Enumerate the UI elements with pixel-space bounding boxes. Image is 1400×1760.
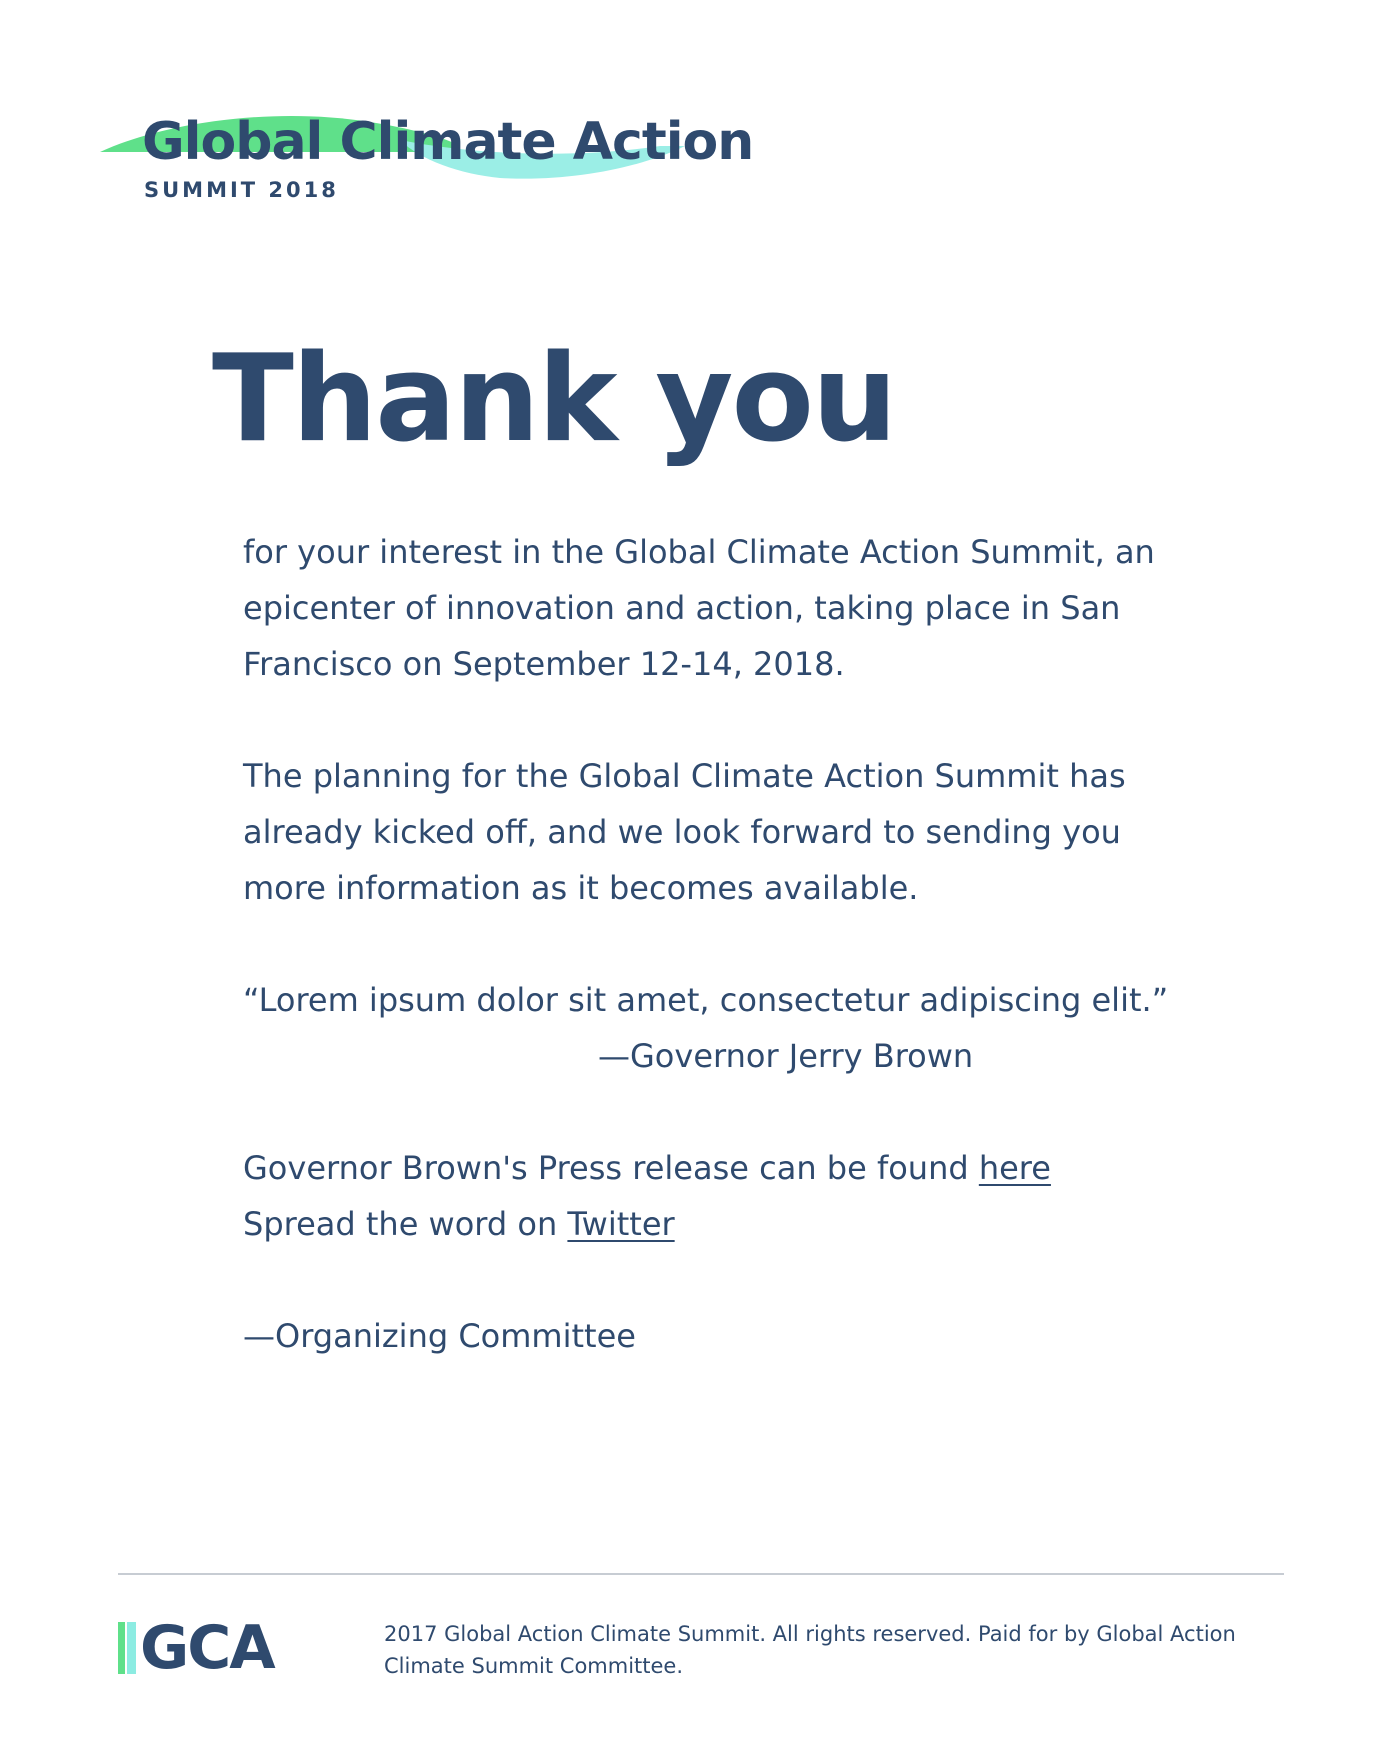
message-body [243,524,1223,1420]
quote-block [243,972,1223,1084]
summit-logo [100,110,780,220]
press-release-line [243,1140,1223,1196]
intro-line: for your interest in the Global Climate Action Summit, an [243,533,1155,571]
press-release-link[interactable]: here [978,1149,1051,1187]
planning-line: The planning for the Global Climate Action Summit has [243,757,1126,795]
twitter-text: Spread the word on [243,1205,568,1243]
logo-subtitle: SUMMIT 2018 [144,178,339,202]
signoff-text: —Organizing Committee [243,1317,636,1355]
page-title: Thank you [212,330,896,469]
signoff [243,1308,1223,1364]
footer-logo [118,1613,274,1683]
intro-line: Francisco on September 12-14, 2018. [243,645,845,683]
quote-text: “Lorem ipsum dolor sit amet, consectetur adipiscing elit.” [243,981,1169,1019]
twitter-line [243,1196,1223,1252]
logo-teal-bar-icon [127,1622,136,1674]
footer-copyright: 2017 Global Action Climate Summit. All rights reserved. Paid for by Global Action Climate Summit Committee. [384,1622,1236,1678]
footer-brand: GCA [140,1613,274,1683]
intro-paragraph [243,524,1223,692]
links-block [243,1140,1223,1252]
quote-attribution: —Governor Jerry Brown [598,1037,974,1075]
press-release-text: Governor Brown's Press release can be found [243,1149,979,1187]
twitter-link[interactable]: Twitter [567,1205,675,1243]
footer-divider [118,1573,1284,1575]
logo-green-bar-icon [118,1622,125,1674]
planning-line: more information as it becomes available. [243,869,919,907]
logo-title: Global Climate Action [142,112,754,172]
planning-paragraph [243,748,1223,916]
planning-line: already kicked off, and we look forward to sending you [243,813,1121,851]
intro-line: epicenter of innovation and action, taking place in San [243,589,1121,627]
